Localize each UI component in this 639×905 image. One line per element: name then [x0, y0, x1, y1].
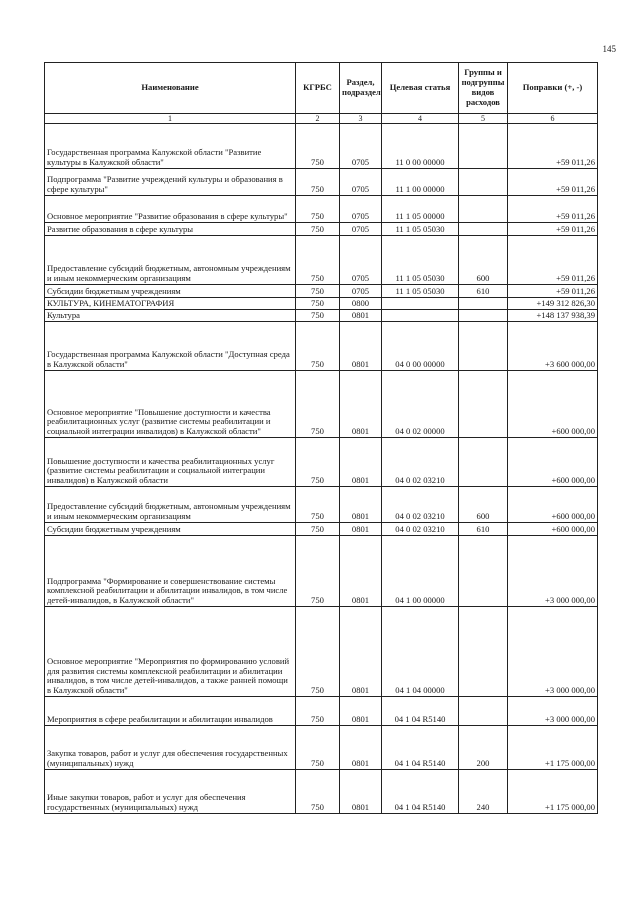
column-number: 4	[382, 114, 459, 124]
row-name: Развитие образования в сфере культуры	[45, 223, 296, 236]
row-amount: +1 175 000,00	[508, 726, 598, 770]
table-row	[45, 438, 598, 487]
row-target: 04 1 04 R5140	[382, 770, 459, 814]
row-name: Субсидии бюджетным учреждениям	[45, 285, 296, 298]
row-name: Подпрограмма "Формирование и совершенствование системы комплексной реабилитации и абилитации инвалидов, в том числе детей-инвалидов, в Калужской области"	[45, 536, 296, 607]
column-header-amount: Поправки (+, -)	[508, 63, 598, 114]
row-kgrbs: 750	[296, 726, 340, 770]
row-target: 04 0 02 00000	[382, 371, 459, 438]
row-section: 0801	[340, 438, 382, 487]
row-amount: +59 011,26	[508, 196, 598, 223]
row-amount: +3 000 000,00	[508, 607, 598, 697]
row-group	[459, 607, 508, 697]
row-group: 610	[459, 285, 508, 298]
row-group	[459, 169, 508, 196]
row-name: КУЛЬТУРА, КИНЕМАТОГРАФИЯ	[45, 298, 296, 310]
row-section: 0801	[340, 523, 382, 536]
row-kgrbs: 750	[296, 169, 340, 196]
row-group	[459, 371, 508, 438]
table-row	[45, 236, 598, 285]
row-target: 04 1 04 00000	[382, 607, 459, 697]
row-target: 11 1 05 05030	[382, 236, 459, 285]
row-name: Повышение доступности и качества реабилитационных услуг (развитие системы реабилитации и социальной интеграции инвалидов) в Калужской области	[45, 438, 296, 487]
row-section: 0801	[340, 726, 382, 770]
row-section: 0705	[340, 223, 382, 236]
row-section: 0801	[340, 310, 382, 322]
table-row	[45, 310, 598, 322]
row-name: Субсидии бюджетным учреждениям	[45, 523, 296, 536]
row-target: 04 1 04 R5140	[382, 697, 459, 726]
row-group	[459, 196, 508, 223]
row-kgrbs: 750	[296, 523, 340, 536]
row-section: 0801	[340, 536, 382, 607]
row-target	[382, 298, 459, 310]
row-section: 0801	[340, 322, 382, 371]
row-section: 0705	[340, 124, 382, 169]
row-section: 0801	[340, 770, 382, 814]
row-name: Предоставление субсидий бюджетным, автономным учреждениям и иным некоммерческим организациям	[45, 236, 296, 285]
row-target: 11 1 05 05030	[382, 223, 459, 236]
row-name: Основное мероприятие "Развитие образования в сфере культуры"	[45, 196, 296, 223]
row-target: 04 0 02 03210	[382, 487, 459, 523]
row-amount: +149 312 826,30	[508, 298, 598, 310]
row-section: 0801	[340, 371, 382, 438]
row-section: 0705	[340, 196, 382, 223]
table-row	[45, 371, 598, 438]
row-section: 0800	[340, 298, 382, 310]
row-name: Предоставление субсидий бюджетным, автономным учреждениям и иным некоммерческим организациям	[45, 487, 296, 523]
row-name: Государственная программа Калужской области "Развитие культуры в Калужской области"	[45, 124, 296, 169]
table-row	[45, 726, 598, 770]
row-name: Основное мероприятие "Мероприятия по формированию условий для развития системы комплексной реабилитации и абилитации инвалидов, в том числе детей-инвалидов, а также ранней помощи в Калужской области"	[45, 607, 296, 697]
table-row	[45, 523, 598, 536]
table-row	[45, 298, 598, 310]
row-group: 610	[459, 523, 508, 536]
row-group	[459, 124, 508, 169]
row-kgrbs: 750	[296, 124, 340, 169]
row-section: 0801	[340, 607, 382, 697]
row-amount: +600 000,00	[508, 523, 598, 536]
row-target: 04 0 02 03210	[382, 523, 459, 536]
row-target: 11 0 00 00000	[382, 124, 459, 169]
row-kgrbs: 750	[296, 770, 340, 814]
row-group	[459, 310, 508, 322]
table-body	[45, 124, 598, 814]
table-row	[45, 322, 598, 371]
row-kgrbs: 750	[296, 236, 340, 285]
row-target: 04 1 04 R5140	[382, 726, 459, 770]
row-target: 11 1 05 05030	[382, 285, 459, 298]
row-target: 11 1 05 00000	[382, 196, 459, 223]
row-name: Подпрограмма "Развитие учреждений культуры и образования в сфере культуры"	[45, 169, 296, 196]
column-header-group: Группы и подгруппы видов расходов	[459, 63, 508, 114]
row-amount: +59 011,26	[508, 124, 598, 169]
row-amount: +3 000 000,00	[508, 536, 598, 607]
row-target: 04 0 00 00000	[382, 322, 459, 371]
table-row	[45, 124, 598, 169]
row-amount: +59 011,26	[508, 223, 598, 236]
table-row	[45, 607, 598, 697]
table-header-row	[45, 63, 598, 114]
row-amount: +148 137 938,39	[508, 310, 598, 322]
row-name: Основное мероприятие "Повышение доступности и качества реабилитационных услуг (развитие системы реабилитации и социальной интеграции инвалидов) в Калужской области"	[45, 371, 296, 438]
row-target: 11 1 00 00000	[382, 169, 459, 196]
row-group: 240	[459, 770, 508, 814]
row-section: 0801	[340, 697, 382, 726]
row-kgrbs: 750	[296, 310, 340, 322]
row-amount: +600 000,00	[508, 438, 598, 487]
row-kgrbs: 750	[296, 223, 340, 236]
row-name: Культура	[45, 310, 296, 322]
table-row	[45, 536, 598, 607]
row-name: Закупка товаров, работ и услуг для обеспечения государственных (муниципальных) нужд	[45, 726, 296, 770]
table-row	[45, 169, 598, 196]
row-amount: +600 000,00	[508, 487, 598, 523]
row-amount: +59 011,26	[508, 285, 598, 298]
row-kgrbs: 750	[296, 298, 340, 310]
row-kgrbs: 750	[296, 607, 340, 697]
column-header-section: Раздел, подраздел	[340, 63, 382, 114]
budget-amendments-table	[44, 62, 598, 814]
row-amount: +3 000 000,00	[508, 697, 598, 726]
row-kgrbs: 750	[296, 285, 340, 298]
row-amount: +59 011,26	[508, 169, 598, 196]
column-number: 6	[508, 114, 598, 124]
table-row	[45, 196, 598, 223]
row-target: 04 0 02 03210	[382, 438, 459, 487]
row-section: 0705	[340, 169, 382, 196]
row-kgrbs: 750	[296, 697, 340, 726]
row-group: 600	[459, 236, 508, 285]
table-row	[45, 770, 598, 814]
row-target	[382, 310, 459, 322]
column-number: 1	[45, 114, 296, 124]
row-kgrbs: 750	[296, 322, 340, 371]
column-number-row	[45, 114, 598, 124]
row-section: 0705	[340, 285, 382, 298]
row-target: 04 1 00 00000	[382, 536, 459, 607]
page-number: 145	[602, 44, 616, 54]
row-amount: +3 600 000,00	[508, 322, 598, 371]
row-name: Иные закупки товаров, работ и услуг для обеспечения государственных (муниципальных) нужд	[45, 770, 296, 814]
column-number: 2	[296, 114, 340, 124]
table-row	[45, 223, 598, 236]
column-number: 5	[459, 114, 508, 124]
column-header-target: Целевая статья	[382, 63, 459, 114]
row-group	[459, 438, 508, 487]
row-section: 0801	[340, 487, 382, 523]
row-group	[459, 536, 508, 607]
row-group	[459, 298, 508, 310]
row-amount: +59 011,26	[508, 236, 598, 285]
row-kgrbs: 750	[296, 371, 340, 438]
row-section: 0705	[340, 236, 382, 285]
row-kgrbs: 750	[296, 438, 340, 487]
row-kgrbs: 750	[296, 196, 340, 223]
row-name: Мероприятия в сфере реабилитации и абилитации инвалидов	[45, 697, 296, 726]
row-group: 600	[459, 487, 508, 523]
row-kgrbs: 750	[296, 487, 340, 523]
column-number: 3	[340, 114, 382, 124]
row-group: 200	[459, 726, 508, 770]
row-group	[459, 223, 508, 236]
row-amount: +1 175 000,00	[508, 770, 598, 814]
table-row	[45, 697, 598, 726]
column-header-name: Наименование	[45, 63, 296, 114]
column-header-kgrbs: КГРБС	[296, 63, 340, 114]
row-group	[459, 697, 508, 726]
table-row	[45, 487, 598, 523]
row-kgrbs: 750	[296, 536, 340, 607]
row-group	[459, 322, 508, 371]
table-row	[45, 285, 598, 298]
row-amount: +600 000,00	[508, 371, 598, 438]
row-name: Государственная программа Калужской области "Доступная среда в Калужской области"	[45, 322, 296, 371]
